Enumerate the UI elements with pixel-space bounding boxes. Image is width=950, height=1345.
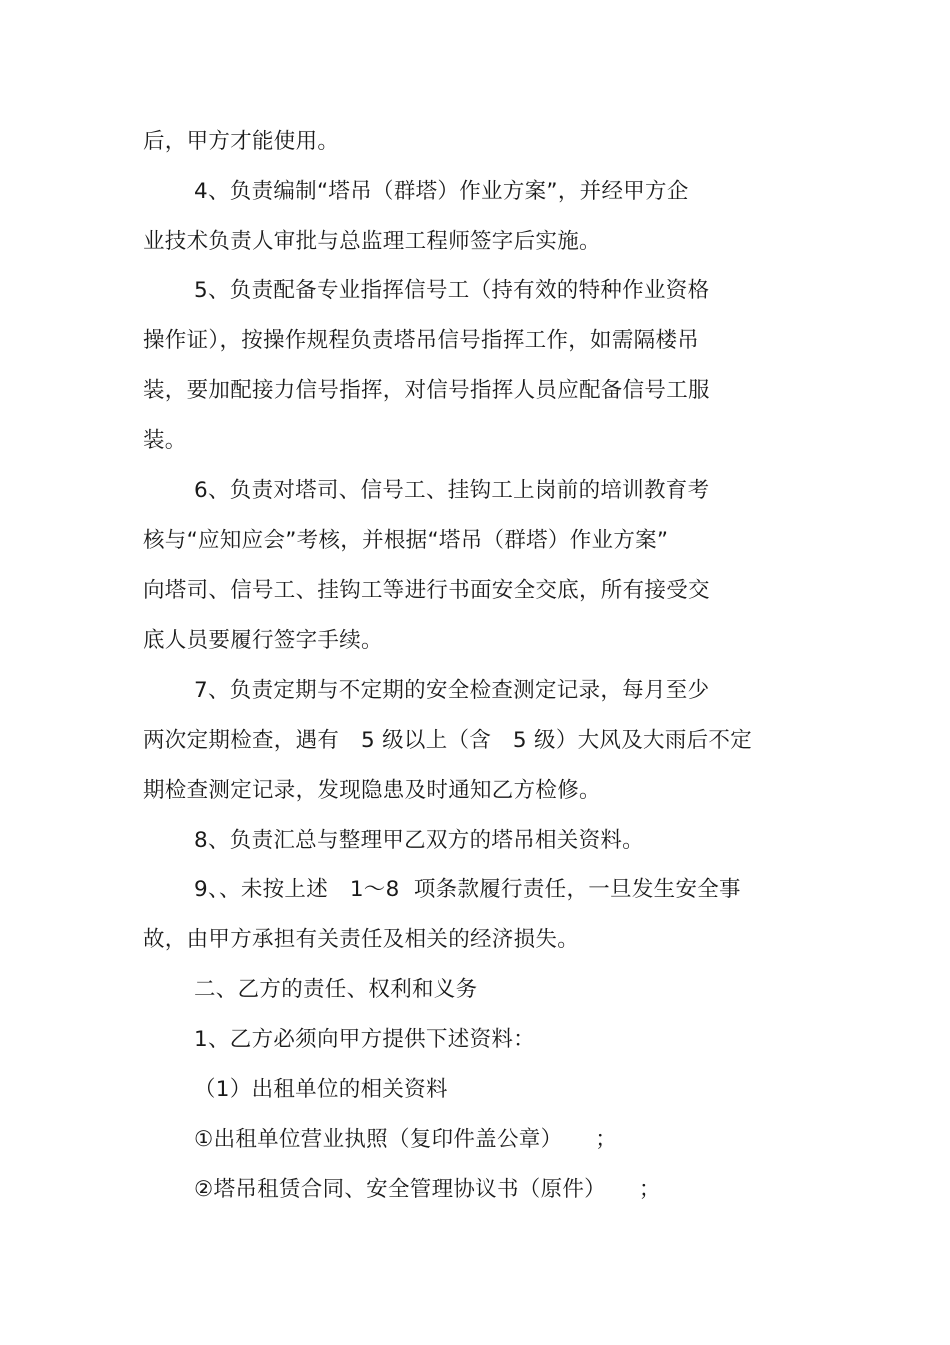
text-line-14: 期检查测定记录，发现隐患及时通知乙方检修。 bbox=[143, 778, 601, 803]
text-line-12: 7、负责定期与不定期的安全检查测定记录，每月至少 bbox=[194, 678, 710, 703]
text-line-20: （1）出租单位的相关资料 bbox=[194, 1077, 448, 1102]
text-line-21: ①出租单位营业执照（复印件盖公章） ； bbox=[194, 1127, 618, 1152]
text-line-4: 5、负责配备专业指挥信号工（持有效的特种作业资格 bbox=[194, 278, 710, 303]
text-line-13: 两次定期检查，遇有 5 级以上（含 5 级）大风及大雨后不定 bbox=[143, 728, 753, 753]
text-line-9: 核与“应知应会”考核，并根据“塔吊（群塔）作业方案” bbox=[143, 528, 669, 553]
text-line-7: 装。 bbox=[143, 428, 187, 453]
text-line-2: 4、负责编制“塔吊（群塔）作业方案”，并经甲方企 bbox=[194, 179, 689, 204]
text-line-1: 后，甲方才能使用。 bbox=[143, 129, 340, 154]
text-line-18: 二、乙方的责任、权利和义务 bbox=[194, 977, 478, 1002]
text-line-17: 故，由甲方承担有关责任及相关的经济损失。 bbox=[143, 927, 580, 952]
text-line-10: 向塔司、信号工、挂钩工等进行书面安全交底，所有接受交 bbox=[143, 578, 710, 603]
text-line-5: 操作证），按操作规程负责塔吊信号指挥工作，如需隔楼吊 bbox=[143, 328, 700, 353]
text-line-16: 9、、未按上述 1～8 项条款履行责任，一旦发生安全事 bbox=[194, 877, 741, 902]
text-line-8: 6、负责对塔司、信号工、挂钩工上岗前的培训教育考 bbox=[194, 478, 710, 503]
text-line-15: 8、负责汇总与整理甲乙双方的塔吊相关资料。 bbox=[194, 828, 644, 853]
text-line-22: ②塔吊租赁合同、安全管理协议书（原件） ； bbox=[194, 1177, 661, 1202]
text-line-3: 业技术负责人审批与总监理工程师签字后实施。 bbox=[143, 229, 601, 254]
text-line-11: 底人员要履行签字手续。 bbox=[143, 628, 383, 653]
text-line-6: 装，要加配接力信号指挥，对信号指挥人员应配备信号工服 bbox=[143, 378, 710, 403]
text-line-19: 1、乙方必须向甲方提供下述资料： bbox=[194, 1027, 535, 1052]
